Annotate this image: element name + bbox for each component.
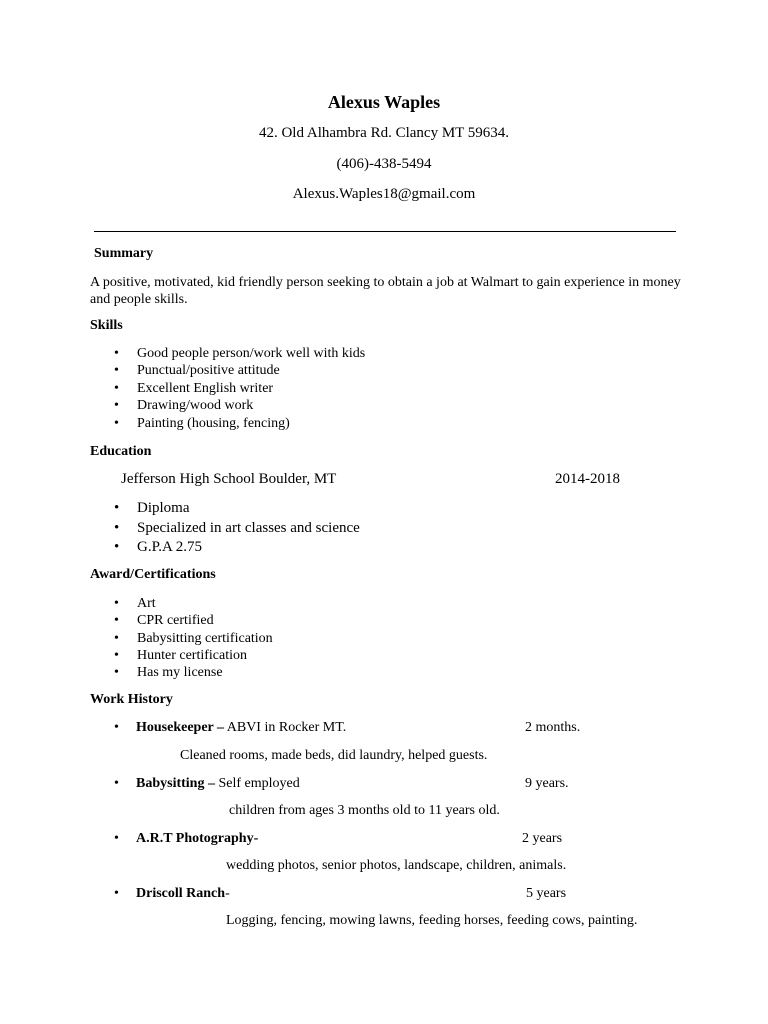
job-title: A.R.T Photography- xyxy=(136,831,259,846)
job-duration: 2 years xyxy=(522,831,563,846)
summary-text: A positive, motivated, kid friendly person seeking to obtain a job at Walmart to gain experience in money and people skills. xyxy=(90,275,681,307)
job-duration: 2 months. xyxy=(525,720,581,735)
awards-heading: Award/Certifications xyxy=(90,567,216,582)
awards-list xyxy=(92,595,273,681)
list-item: • Painting (housing, fencing) xyxy=(92,415,365,432)
job-title-line xyxy=(136,720,346,736)
job-title-line xyxy=(136,776,300,792)
summary-heading: Summary xyxy=(94,246,154,261)
list-item: • Babysitting certification xyxy=(92,630,273,647)
job-duration: 9 years. xyxy=(525,776,569,791)
job-title: Housekeeper – xyxy=(136,720,225,735)
header-divider xyxy=(94,231,676,232)
bullet-icon: • xyxy=(114,886,119,901)
job-employer: Self employed xyxy=(214,776,300,791)
list-item: • Has my license xyxy=(92,664,273,681)
bullet-icon: • xyxy=(114,720,119,735)
list-item: • G.P.A 2.75 xyxy=(92,538,360,558)
resume-name: Alexus Waples xyxy=(327,92,441,112)
work-history-heading: Work History xyxy=(90,692,173,707)
bullet-icon: • xyxy=(114,776,119,791)
job-duration: 5 years xyxy=(526,886,567,901)
bullet-icon: • xyxy=(114,831,119,846)
list-item: • Excellent English writer xyxy=(92,380,365,397)
job-employer: ABVI in Rocker MT. xyxy=(224,720,347,735)
list-item: • Drawing/wood work xyxy=(92,397,365,414)
job-description: Logging, fencing, mowing lawns, feeding horses, feeding cows, painting. xyxy=(226,913,638,928)
list-item: • CPR certified xyxy=(92,612,273,629)
school-name: Jefferson High School Boulder, MT xyxy=(121,471,337,487)
skills-heading: Skills xyxy=(90,318,123,333)
education-heading: Education xyxy=(90,444,152,459)
job-description: children from ages 3 months old to 11 years old. xyxy=(229,803,500,818)
list-item: • Specialized in art classes and science xyxy=(92,519,360,539)
job-employer: - xyxy=(225,886,230,901)
address: 42. Old Alhambra Rd. Clancy MT 59634. xyxy=(258,125,510,141)
job-description: wedding photos, senior photos, landscape, children, animals. xyxy=(226,858,567,873)
job-title-line xyxy=(136,886,230,902)
list-item: • Hunter certification xyxy=(92,647,273,664)
education-years: 2014-2018 xyxy=(555,471,620,487)
education-list xyxy=(92,499,360,558)
list-item: • Good people person/work well with kids xyxy=(92,345,365,362)
skills-list xyxy=(92,345,365,432)
job-title: Babysitting – xyxy=(136,776,215,791)
job-description: Cleaned rooms, made beds, did laundry, helped guests. xyxy=(180,748,488,763)
list-item: • Art xyxy=(92,595,273,612)
job-title: Driscoll Ranch xyxy=(136,886,226,901)
phone: (406)-438-5494 xyxy=(336,156,432,172)
list-item: • Punctual/positive attitude xyxy=(92,362,365,379)
email: Alexus.Waples18@gmail.com xyxy=(292,186,476,202)
list-item: • Diploma xyxy=(92,499,360,519)
job-title-line xyxy=(136,831,258,847)
